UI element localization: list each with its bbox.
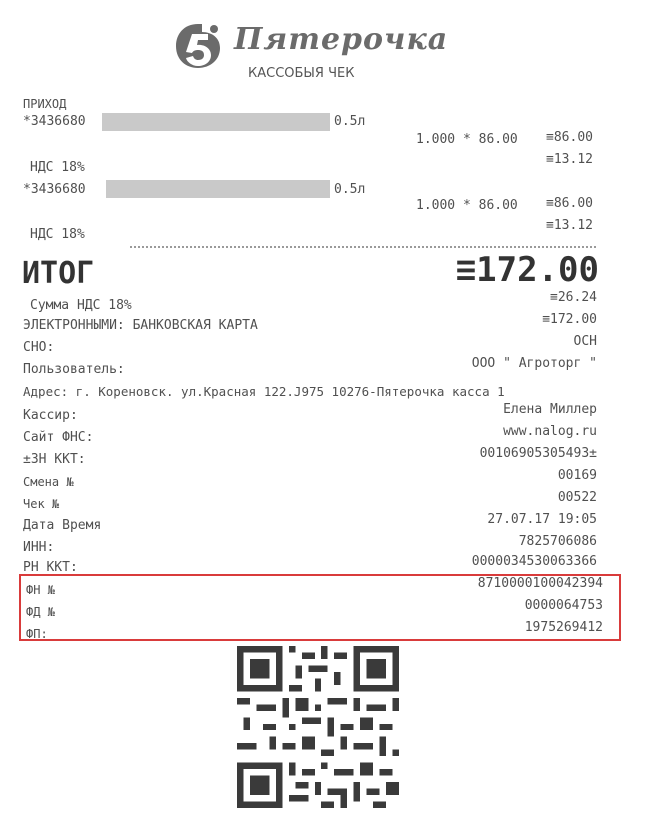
tax-system-value: ОСН xyxy=(573,334,597,349)
cashier-label: Кассир: xyxy=(23,408,78,423)
fd-label: ФД № xyxy=(26,605,55,619)
item-2-calc: 1.000 * 86.00 xyxy=(416,198,518,213)
vat-sum-label: Сумма НДС 18% xyxy=(30,298,132,313)
user-label: Пользователь: xyxy=(23,362,125,377)
fd-value: 0000064753 xyxy=(524,598,603,613)
fn-label: ФН № xyxy=(26,583,55,597)
address-line: Адрес: г. Кореновск. ул.Красная 122.J975 10276-Пятерочка касса 1 xyxy=(23,384,505,399)
fp-label: ФП: xyxy=(26,627,48,641)
item-1-vat-label: НДС 18% xyxy=(30,160,85,175)
fn-value: 8710000100042394 xyxy=(477,576,603,591)
datetime-label: Дата Время xyxy=(23,518,102,533)
tax-system-label: СНО: xyxy=(23,340,55,355)
datetime-value: 27.07.17 19:05 xyxy=(487,512,597,527)
check-number-value: 00522 xyxy=(557,490,597,505)
shift-label: Смена № xyxy=(23,475,74,489)
total-value: ≡172.00 xyxy=(455,250,599,290)
inn-label: ИНН: xyxy=(23,540,55,555)
item-1-calc: 1.000 * 86.00 xyxy=(416,132,518,147)
operation-type: ПРИХОД xyxy=(23,97,67,111)
inn-value: 7825706086 xyxy=(518,534,597,549)
item-1-size: 0.5л xyxy=(334,114,366,129)
fns-site-label: Сайт ФНС: xyxy=(23,430,94,445)
payment-value: ≡172.00 xyxy=(542,312,597,327)
receipt-title: КАССОБЫЯ ЧЕК xyxy=(248,66,355,81)
kkt-serial-label: ±ЗН ККТ: xyxy=(23,452,86,467)
fp-value: 1975269412 xyxy=(524,620,603,635)
separator-line xyxy=(130,246,596,248)
pyaterochka-logo-icon xyxy=(172,20,224,72)
cashier-value: Елена Миллер xyxy=(503,402,597,417)
item-1-total: ≡86.00 xyxy=(546,130,593,145)
item-2-vat-label: НДС 18% xyxy=(30,227,85,242)
payment-label: ЭЛЕКТРОННЫМИ: БАНКОВСКАЯ КАРТА xyxy=(23,318,258,333)
item-2-code: *3436680 xyxy=(23,182,86,197)
total-label: ИТОГ xyxy=(22,256,95,291)
fns-site-value: www.nalog.ru xyxy=(503,424,597,439)
qr-code xyxy=(236,646,400,808)
check-number-label: Чек № xyxy=(23,497,60,511)
brand-name: Пятерочка xyxy=(234,22,449,57)
kkt-serial-value: 00106905305493± xyxy=(479,446,597,461)
item-2-total: ≡86.00 xyxy=(546,196,593,211)
item-2-size: 0.5л xyxy=(334,182,366,197)
user-value: ООО " Агроторг " xyxy=(471,356,597,371)
kkt-reg-label: РН ККТ: xyxy=(23,560,78,575)
shift-value: 00169 xyxy=(557,468,597,483)
item-1-name-redacted xyxy=(102,113,330,131)
item-2-name-redacted xyxy=(106,180,330,198)
item-1-code: *3436680 xyxy=(23,114,86,129)
item-1-vat-value: ≡13.12 xyxy=(546,152,593,167)
kkt-reg-value: 0000034530063366 xyxy=(471,554,597,569)
item-2-vat-value: ≡13.12 xyxy=(546,218,593,233)
vat-sum-value: ≡26.24 xyxy=(550,290,597,305)
